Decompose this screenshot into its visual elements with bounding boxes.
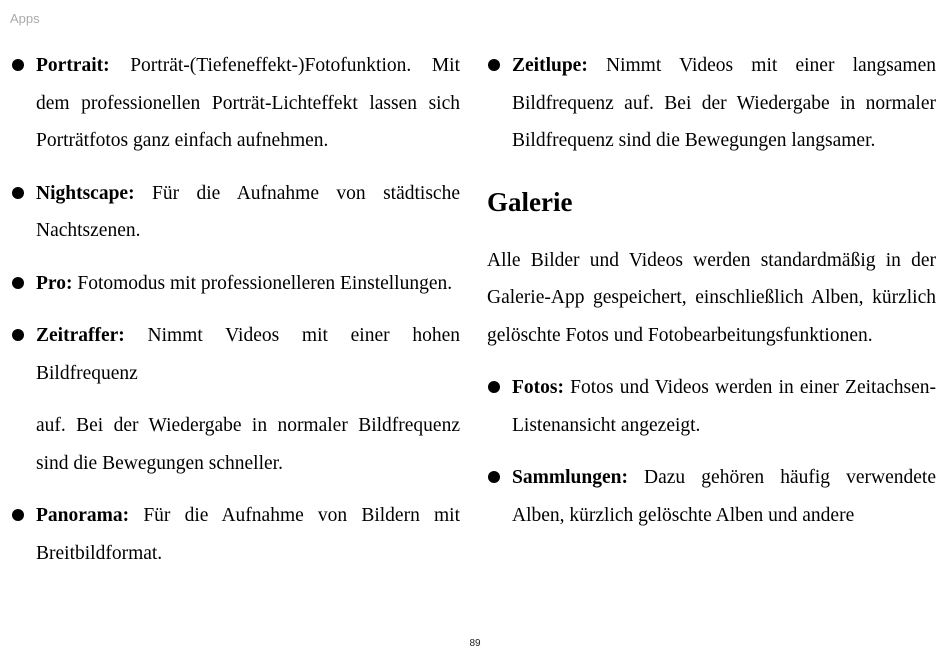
list-item-panorama — [11, 497, 460, 572]
desc-nightscape: Für die Aufnahme von städtische Nachtszenen. — [36, 182, 460, 241]
desc-panorama: Für die Aufnahme von Bildern mit Breitbildformat. — [36, 505, 460, 564]
term-sammlungen: Sammlungen: — [512, 467, 628, 488]
bullet-icon — [12, 187, 24, 199]
term-portrait: Portrait: — [36, 55, 110, 76]
list-item-portrait — [11, 47, 460, 160]
desc-zeitraffer: Nimmt Videos mit einer hohen Bildfrequenz — [36, 325, 460, 384]
list-item-zeitlupe — [487, 47, 936, 160]
bullet-icon — [488, 381, 500, 393]
desc-portrait: Porträt-(Tiefeneffekt-)Fotofunktion. Mit dem professionellen Porträt-Lichteffekt lassen sich Porträtfotos ganz einfach aufnehmen. — [36, 55, 460, 151]
list-item-sammlungen — [487, 459, 936, 534]
bullet-icon — [12, 509, 24, 521]
page-number: 89 — [469, 638, 481, 649]
list-item-nightscape — [11, 175, 460, 250]
term-panorama: Panorama: — [36, 505, 130, 526]
term-fotos: Fotos: — [512, 377, 564, 398]
right-column — [487, 47, 936, 549]
term-zeitlupe: Zeitlupe: — [512, 55, 588, 76]
zeitraffer-continuation: auf. Bei der Wiedergabe in normaler Bildfrequenz sind die Bewegungen schneller. — [36, 415, 460, 474]
bullet-icon — [488, 59, 500, 71]
galerie-intro-paragraph: Alle Bilder und Videos werden standardmäßig in der Galerie-App gespeichert, einschließlich Alben, kürzlich gelöschte Fotos und Fotobearbeitungsfunktionen. — [487, 249, 936, 346]
desc-sammlungen: Dazu gehören häufig verwendete Alben, kürzlich gelöschte Alben und andere — [512, 467, 936, 526]
bullet-icon — [12, 59, 24, 71]
term-zeitraffer: Zeitraffer: — [36, 325, 125, 346]
page-header-label: Apps — [10, 11, 40, 26]
desc-fotos: Fotos und Videos werden in einer Zeitachsen-Listenansicht angezeigt. — [512, 377, 936, 436]
desc-zeitlupe: Nimmt Videos mit einer langsamen Bildfrequenz auf. Bei der Wiedergabe in normaler Bildfrequenz sind die Bewegungen langsamer. — [512, 55, 936, 151]
bullet-icon — [12, 329, 24, 341]
list-item-fotos — [487, 369, 936, 444]
section-heading-galerie: Galerie — [487, 186, 573, 217]
bullet-icon — [488, 471, 500, 483]
desc-pro: Fotomodus mit professionelleren Einstellungen. — [72, 272, 453, 294]
term-pro: Pro: — [36, 272, 73, 294]
list-item-zeitraffer — [11, 317, 460, 392]
left-column — [11, 47, 460, 587]
term-nightscape: Nightscape: — [36, 182, 135, 204]
list-item-pro — [11, 265, 460, 303]
bullet-icon — [12, 277, 24, 289]
